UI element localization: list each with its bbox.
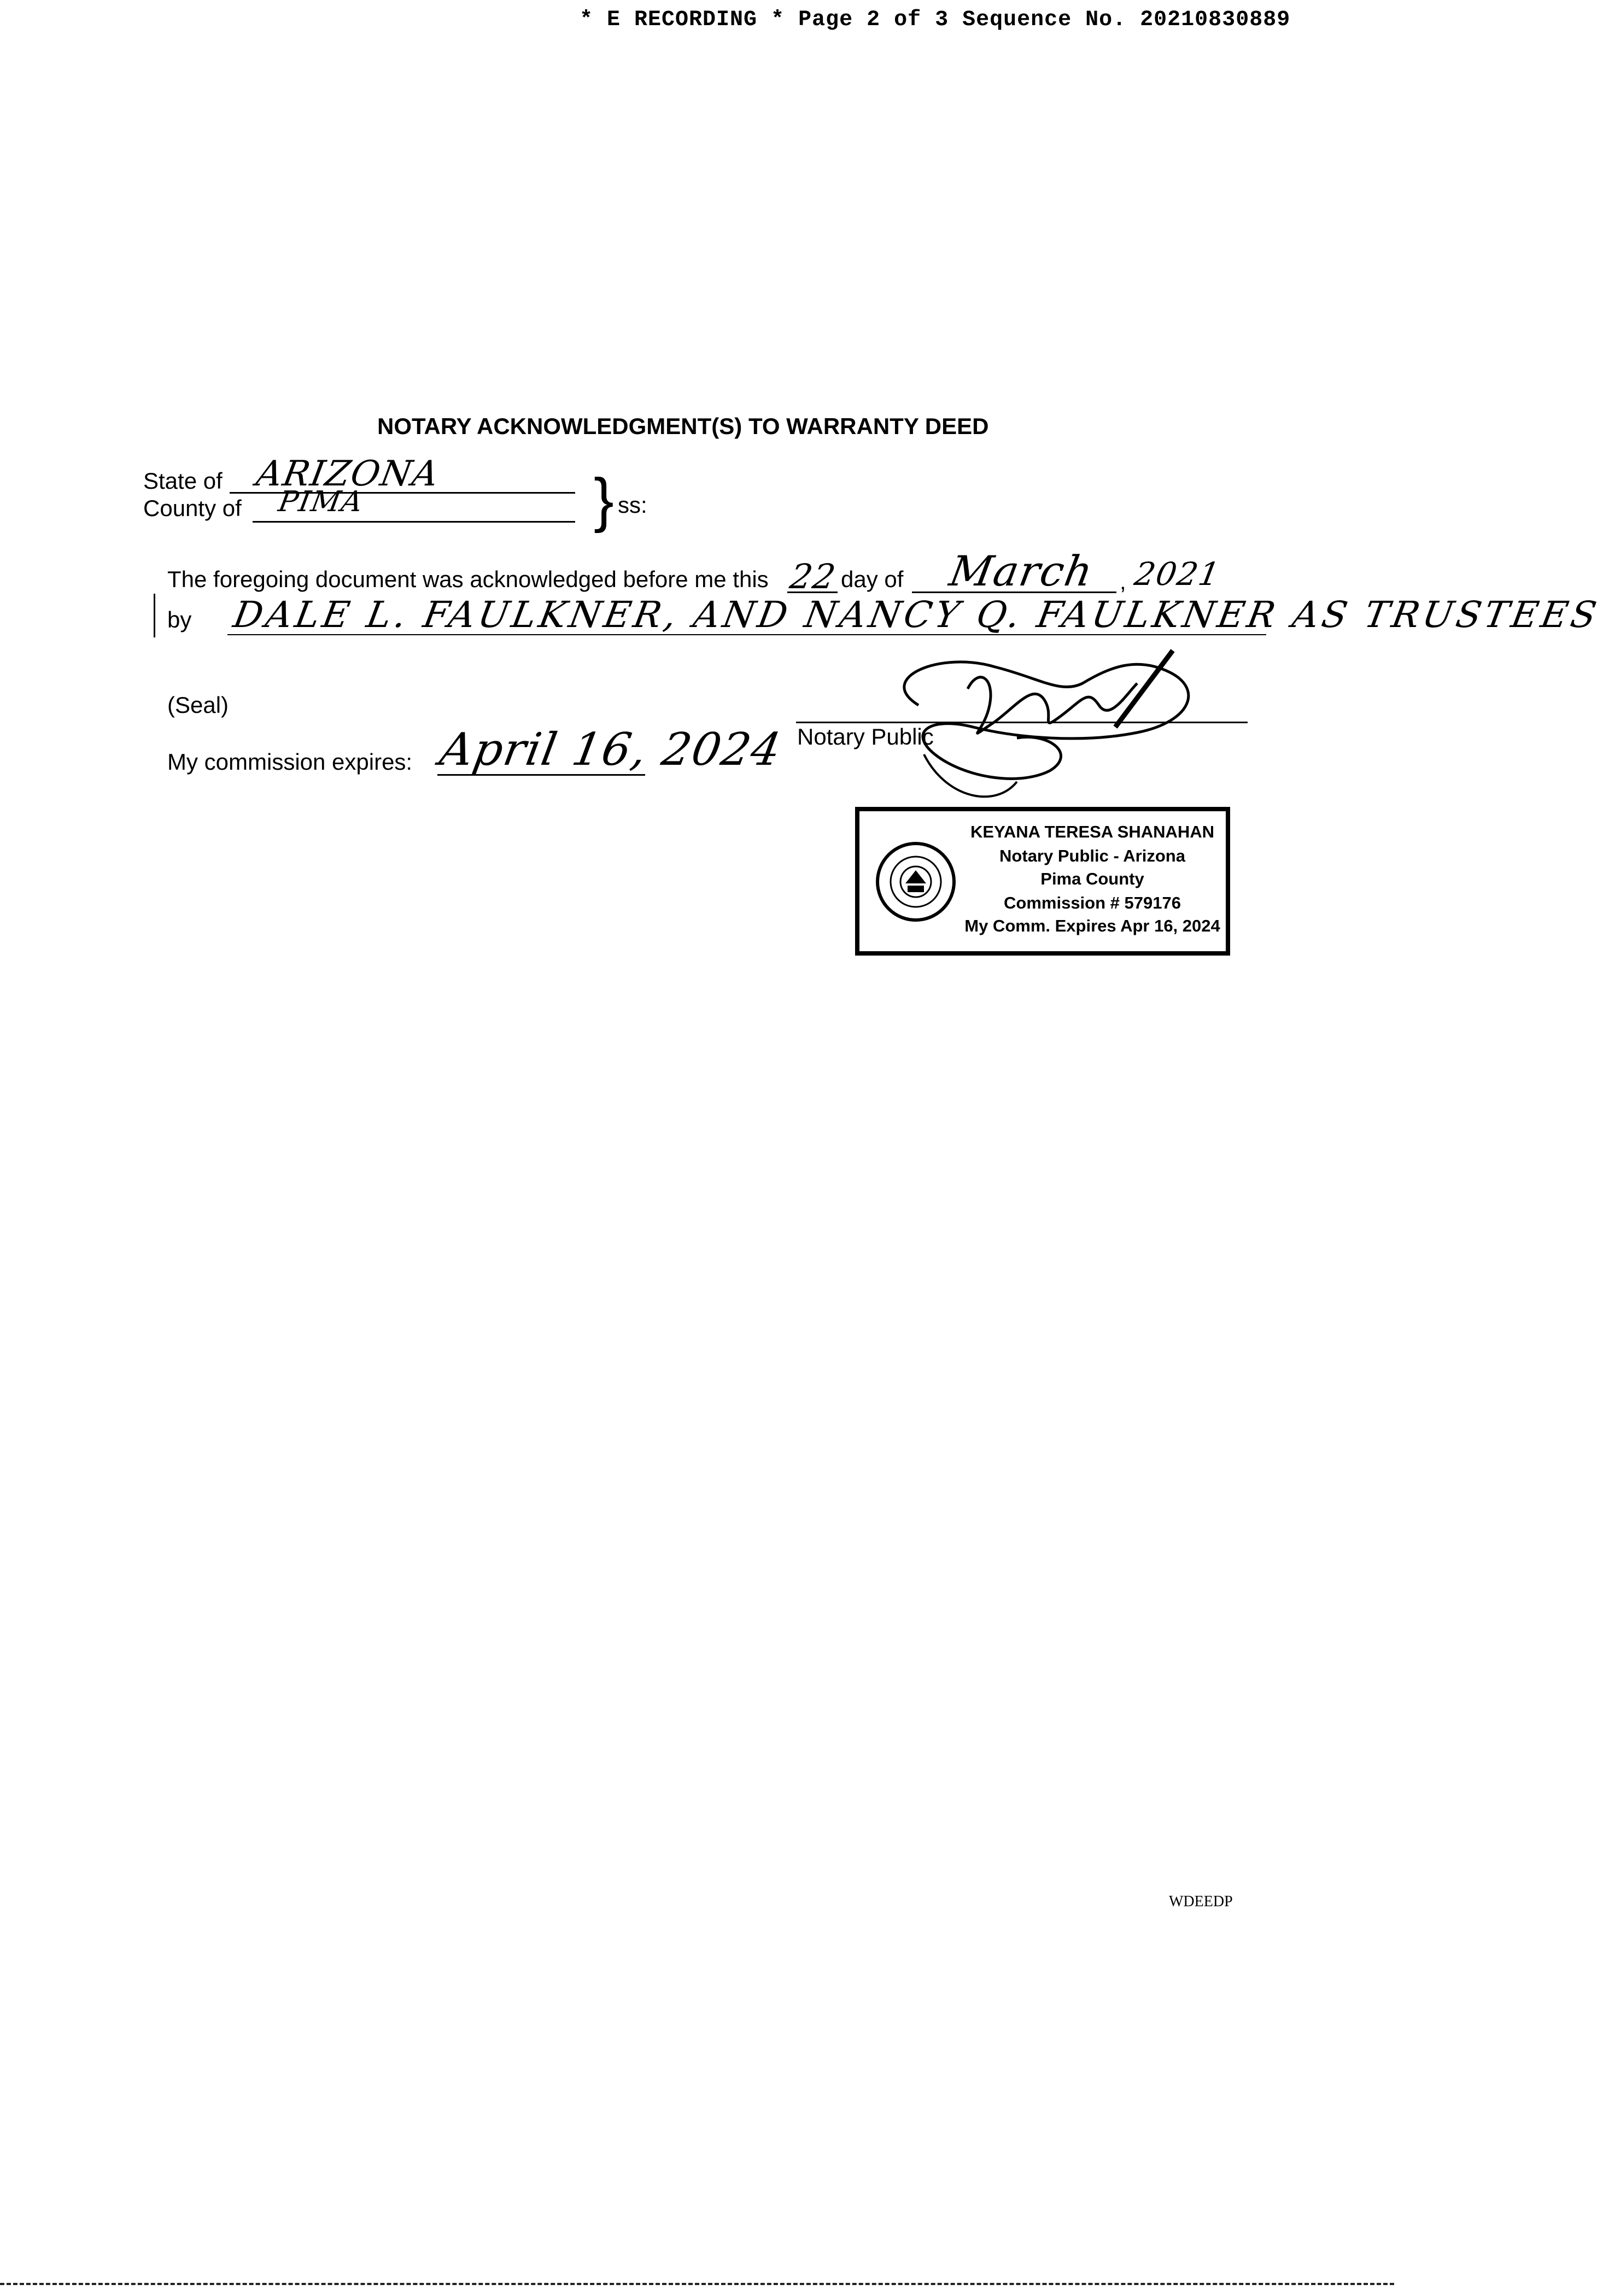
- stamp-commission: Commission # 579176: [1004, 893, 1181, 912]
- stamp-title: Notary Public - Arizona: [999, 846, 1185, 865]
- county-line: [253, 521, 575, 523]
- ack-year: 2021: [1132, 555, 1224, 593]
- margin-mark: [154, 594, 155, 637]
- notary-stamp: [855, 807, 1230, 956]
- state-value: ARIZONA: [253, 454, 443, 494]
- by-value: DALE L. FAULKNER, AND NANCY Q. FAULKNER AS TRUSTEES: [230, 594, 1603, 636]
- brace: }: [594, 466, 614, 534]
- notary-signature: [853, 645, 1236, 809]
- commission-value: April 16, 2024: [436, 724, 786, 776]
- recording-header: * E RECORDING * Page 2 of 3 Sequence No. 20210830889: [580, 8, 1291, 32]
- county-label: County of: [143, 495, 242, 521]
- state-label: State of: [143, 468, 223, 494]
- stamp-county: Pima County: [1040, 869, 1144, 888]
- by-label: by: [167, 607, 192, 632]
- county-value: PIMA: [276, 485, 366, 518]
- ack-text: The foregoing document was acknowledged before me this: [167, 566, 769, 592]
- notary-label: Notary Public: [797, 724, 934, 749]
- bottom-scan-edge: [0, 2283, 1394, 2285]
- ack-month: March: [946, 547, 1097, 595]
- ss-label: ss:: [618, 492, 647, 518]
- form-code: WDEEDP: [1169, 1893, 1233, 1910]
- seal-label: (Seal): [167, 692, 229, 718]
- stamp-name: KEYANA TERESA SHANAHAN: [970, 822, 1215, 841]
- page-title: NOTARY ACKNOWLEDGMENT(S) TO WARRANTY DEED: [377, 413, 989, 439]
- stamp-expires: My Comm. Expires Apr 16, 2024: [964, 916, 1220, 935]
- commission-label: My commission expires:: [167, 749, 413, 775]
- day-of-text: day of: [841, 566, 904, 592]
- ack-day: 22: [787, 557, 840, 596]
- state-seal-icon: [876, 842, 956, 922]
- comma: ,: [1120, 569, 1126, 594]
